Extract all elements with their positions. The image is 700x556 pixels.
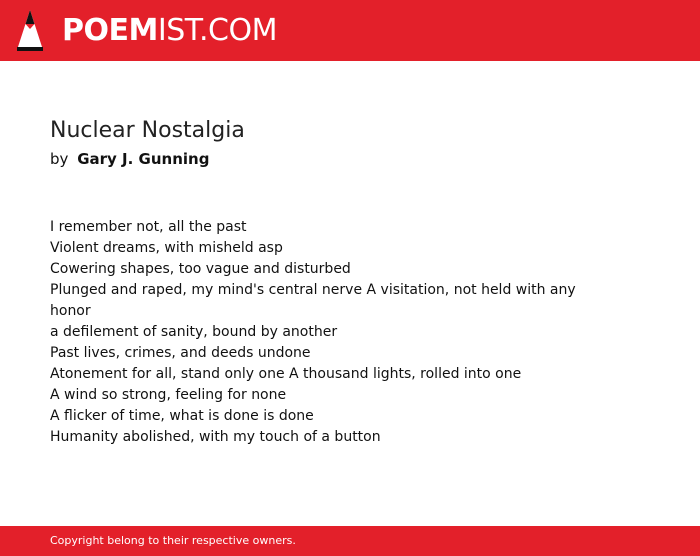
poem-line: A wind so strong, feeling for none: [50, 387, 287, 403]
logo-text-light: IST.COM: [157, 13, 277, 48]
poem-body: [50, 217, 610, 448]
logo-text-bold: POEM: [62, 13, 158, 48]
poem-line: I remember not, all the past: [50, 219, 247, 235]
pencil-logo-icon: [16, 9, 44, 53]
poem-content: [50, 116, 610, 448]
site-footer: [0, 526, 700, 556]
poem-line: Humanity abolished, with my touch of a button: [50, 429, 381, 445]
copyright-notice: Copyright belong to their respective owners.: [50, 534, 296, 547]
poem-line: Atonement for all, stand only one A thousand lights, rolled into one: [50, 366, 522, 382]
poem-line: Plunged and raped, my mind's central nerve A visitation, not held with any: [50, 282, 576, 298]
author-name: Gary J. Gunning: [77, 150, 210, 168]
site-logo-text: [62, 9, 277, 53]
poem-line: Cowering shapes, too vague and disturbed: [50, 261, 351, 277]
poem-line: a defilement of sanity, bound by another: [50, 324, 338, 340]
site-header: [0, 0, 700, 61]
poem-line: honor: [50, 303, 91, 319]
poem-byline: [50, 148, 610, 170]
by-label: by: [50, 150, 69, 168]
site-logo-link[interactable]: [16, 8, 277, 54]
poem-title: Nuclear Nostalgia: [50, 118, 245, 143]
poem-line: Past lives, crimes, and deeds undone: [50, 345, 311, 361]
poem-line: Violent dreams, with misheld asp: [50, 240, 283, 256]
poem-line: A flicker of time, what is done is done: [50, 408, 314, 424]
